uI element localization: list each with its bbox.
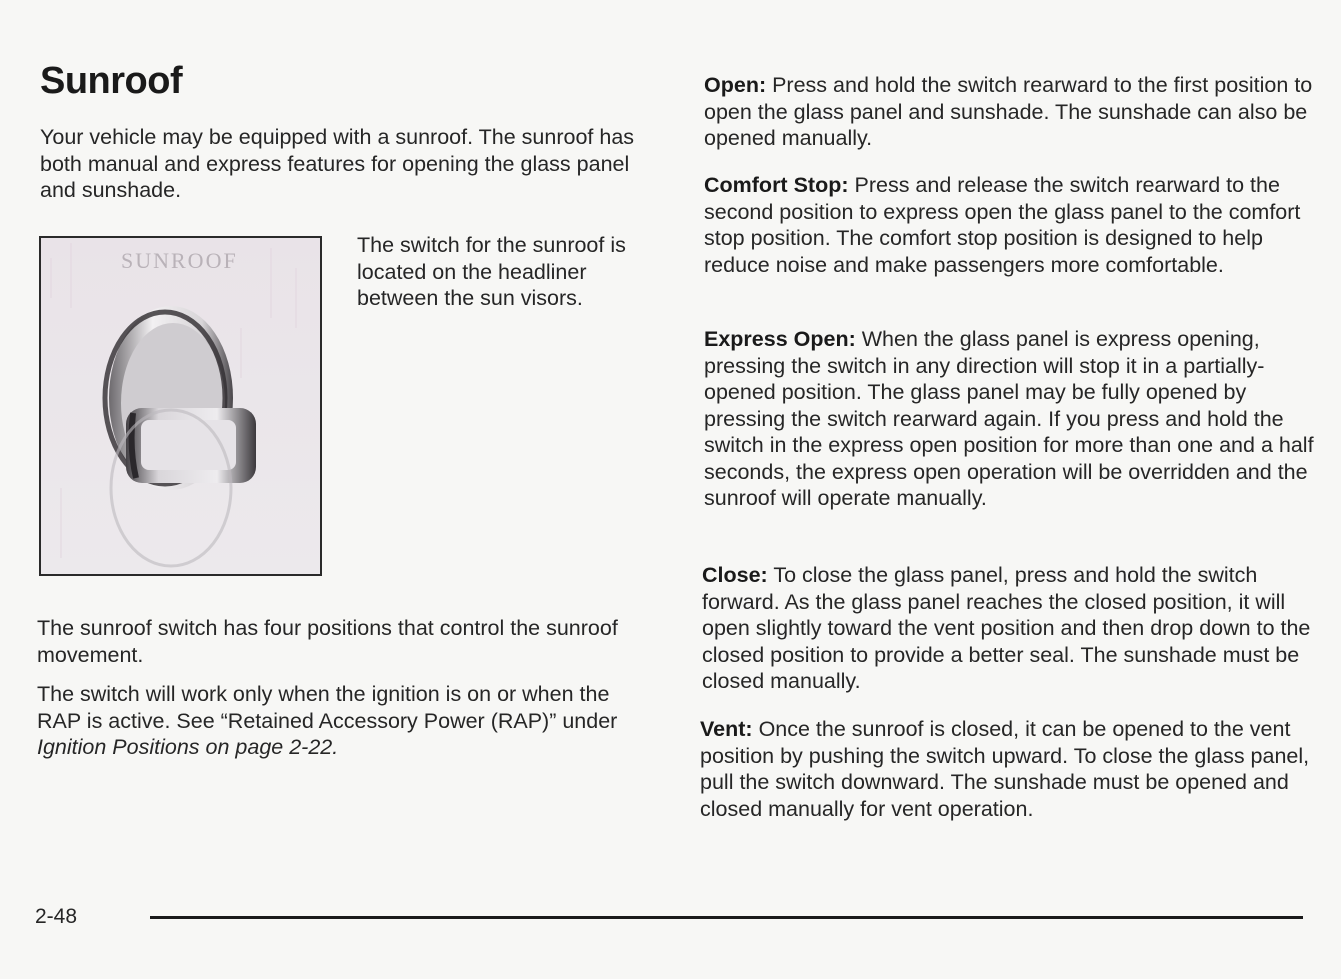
vent-text: Once the sunroof is closed, it can be opened to the vent position by pushing the switch upward. To close the glass panel, pull the switch downward. The sunshade must be opened and closed manually for vent operation. bbox=[700, 717, 1310, 821]
open-paragraph bbox=[704, 72, 1314, 152]
ignition-paragraph bbox=[37, 681, 647, 761]
page-number: 2-48 bbox=[35, 905, 78, 928]
ignition-reference: Ignition Positions on page 2-22. bbox=[37, 735, 339, 759]
close-label: Close: bbox=[702, 563, 768, 587]
comfort-stop-label: Comfort Stop: bbox=[704, 173, 849, 197]
footer-rule bbox=[150, 916, 1303, 919]
sunroof-switch-illustration bbox=[41, 238, 320, 574]
express-open-paragraph bbox=[704, 326, 1314, 512]
vent-paragraph bbox=[700, 716, 1320, 822]
express-open-label: Express Open: bbox=[704, 327, 856, 351]
open-text: Press and hold the switch rearward to the first position to open the glass panel and sunshade. The sunshade can also be opened manually. bbox=[704, 73, 1313, 150]
figure-label: SUNROOF bbox=[121, 248, 238, 273]
close-text: To close the glass panel, press and hold the switch forward. As the glass panel reaches the closed position, it will open slightly toward the vent position and then drop down to the closed position to provide a better seal. The sunshade must be closed manually. bbox=[702, 563, 1311, 693]
sunroof-switch-figure bbox=[39, 236, 322, 576]
comfort-stop-paragraph bbox=[704, 172, 1314, 278]
ignition-text: The switch will work only when the ignition is on or when the RAP is active. See “Retained Accessory Power (RAP)” under bbox=[37, 682, 618, 733]
close-paragraph bbox=[702, 562, 1312, 695]
open-label: Open: bbox=[704, 73, 767, 97]
page-title: Sunroof bbox=[40, 60, 183, 102]
comfort-stop-text: Press and release the switch rearward to the second position to express open the glass panel to the comfort stop position. The comfort stop position is designed to help reduce noise and make passengers more comfortable. bbox=[704, 173, 1301, 277]
express-open-text: When the glass panel is express opening, pressing the switch in any direction will stop it in a partially-opened position. The glass panel may be fully opened by pressing the switch rearward again. If you press and hold the switch in the express open position for more than one and a half seconds, the express open operation will be overridden and the sunroof will operate manually. bbox=[704, 327, 1314, 510]
switch-location-text: The switch for the sunroof is located on the headliner between the sun visors. bbox=[357, 233, 626, 310]
intro-paragraph: Your vehicle may be equipped with a sunroof. The sunroof has both manual and express features for opening the glass panel and sunshade. bbox=[40, 125, 635, 202]
vent-label: Vent: bbox=[700, 717, 753, 741]
four-positions-paragraph: The sunroof switch has four positions that control the sunroof movement. bbox=[37, 616, 618, 667]
